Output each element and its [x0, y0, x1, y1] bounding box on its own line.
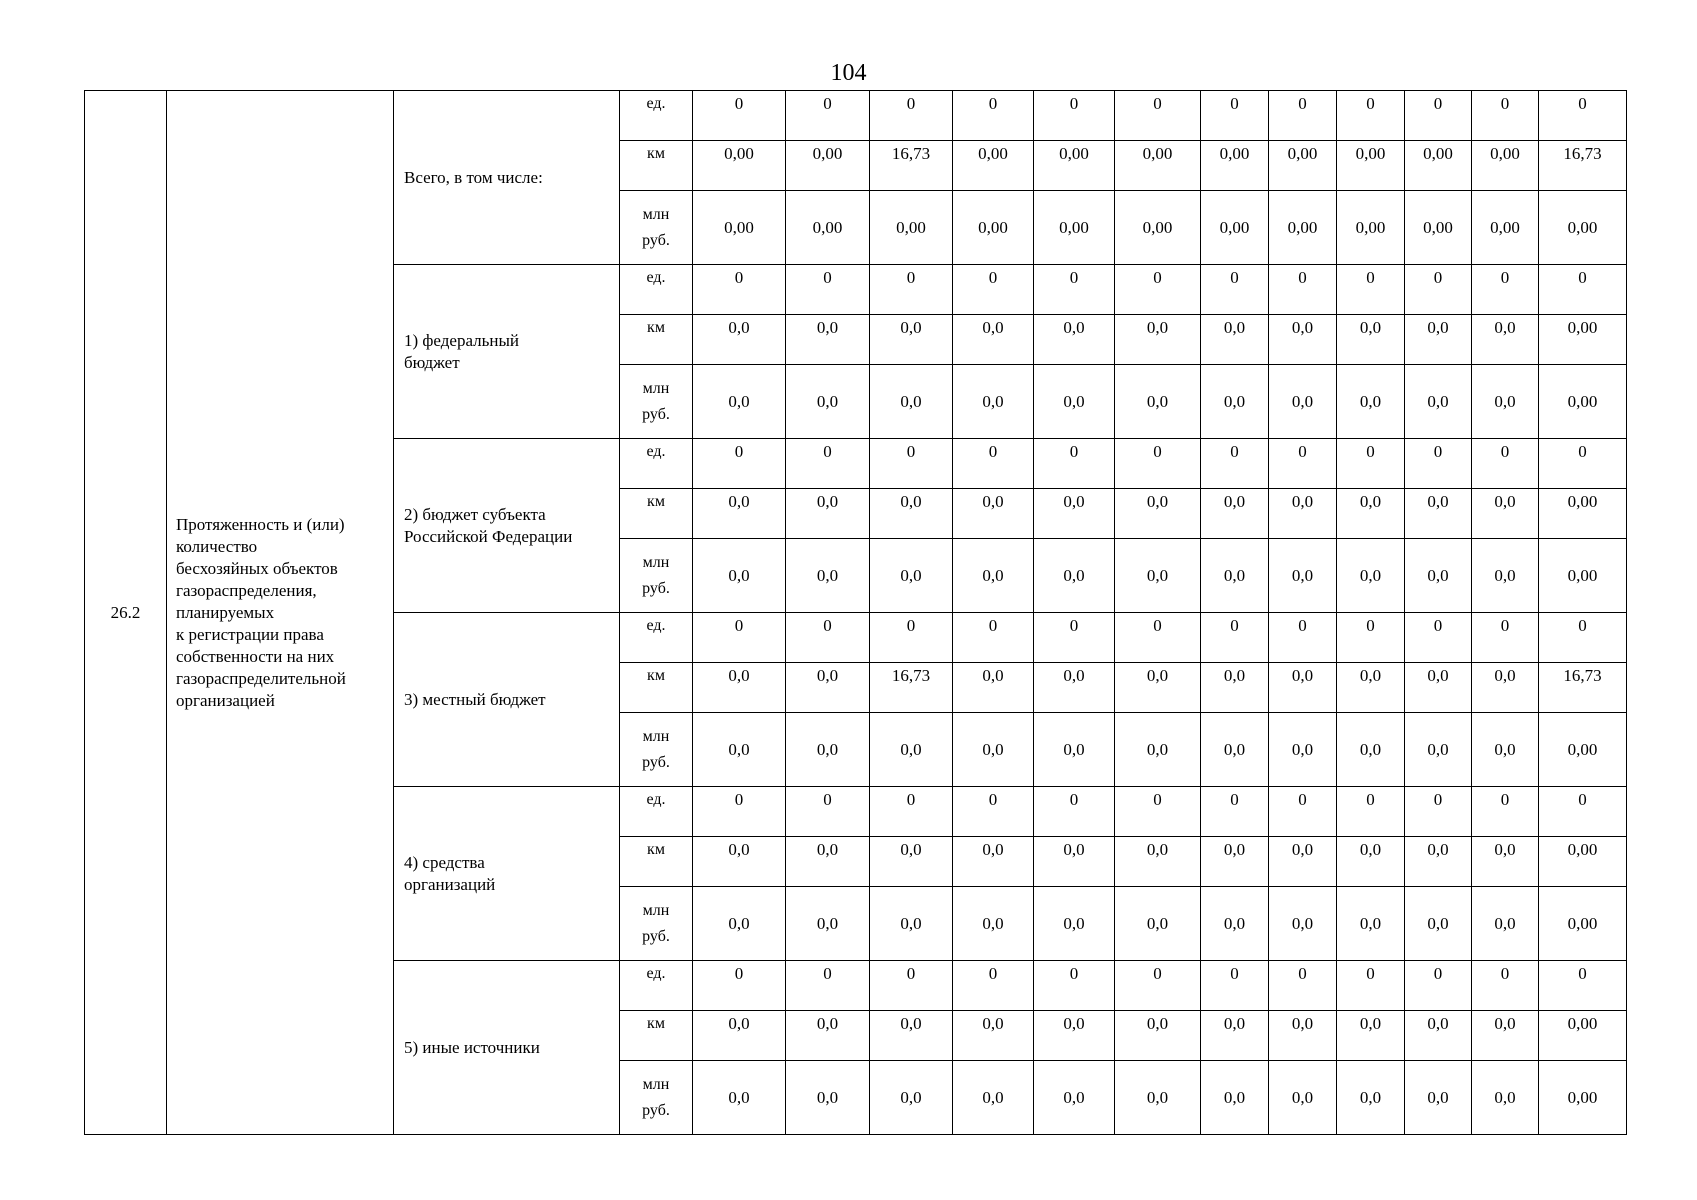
value-cell: 0,0 — [1269, 365, 1337, 439]
unit-label: ед. — [646, 269, 666, 286]
value-cell: 0 — [1539, 91, 1627, 141]
value-cell: 0 — [786, 787, 870, 837]
value-cell: 0,00 — [1201, 191, 1269, 265]
value-cell: 0 — [1269, 787, 1337, 837]
value-cell: 0,00 — [1539, 365, 1627, 439]
funding-source-line: бюджет — [404, 352, 460, 372]
value-cell: 16,73 — [1539, 141, 1627, 191]
value-cell: 0,0 — [1115, 663, 1201, 713]
value-cell: 0,0 — [1034, 663, 1115, 713]
value-cell: 0,0 — [1472, 713, 1539, 787]
unit-cell — [620, 613, 693, 663]
value-cell: 0,0 — [1034, 1011, 1115, 1061]
value-cell: 0,0 — [953, 1061, 1034, 1135]
value-cell: 0,00 — [1539, 539, 1627, 613]
value-cell: 0 — [786, 613, 870, 663]
value-cell: 0,00 — [1472, 141, 1539, 191]
value-cell: 0,0 — [1269, 1011, 1337, 1061]
value-cell: 0,0 — [786, 539, 870, 613]
value-cell: 0,0 — [1405, 887, 1472, 961]
value-cell: 0,00 — [1539, 1061, 1627, 1135]
value-cell: 0,0 — [693, 1061, 786, 1135]
unit-cell — [620, 191, 693, 265]
unit-cell — [620, 141, 693, 191]
value-cell: 0,0 — [1405, 315, 1472, 365]
unit-label: руб. — [642, 753, 670, 771]
unit-label: руб. — [642, 231, 670, 249]
value-cell: 0,00 — [1539, 887, 1627, 961]
value-cell: 0,0 — [1201, 1061, 1269, 1135]
value-cell: 0,0 — [1034, 1061, 1115, 1135]
unit-label: ед. — [646, 443, 666, 460]
unit-cell — [620, 887, 693, 961]
value-cell: 0,0 — [693, 663, 786, 713]
value-cell: 0,0 — [1034, 315, 1115, 365]
value-cell: 0 — [693, 265, 786, 315]
value-cell: 0,0 — [1405, 539, 1472, 613]
row-number-cell — [85, 91, 167, 1135]
unit-label: км — [647, 493, 665, 510]
unit-label: млн — [642, 553, 670, 571]
value-cell: 0,0 — [786, 315, 870, 365]
value-cell: 0,0 — [693, 539, 786, 613]
value-cell: 0 — [1337, 613, 1405, 663]
value-cell: 0,0 — [786, 713, 870, 787]
value-cell: 0,0 — [1405, 489, 1472, 539]
indicator-name-line: планируемых — [176, 602, 275, 622]
value-cell: 0 — [1472, 961, 1539, 1011]
value-cell: 0,0 — [1269, 837, 1337, 887]
value-cell: 0 — [1472, 613, 1539, 663]
value-cell: 0 — [1539, 961, 1627, 1011]
value-cell: 0,0 — [1115, 1011, 1201, 1061]
value-cell: 0,00 — [1539, 1011, 1627, 1061]
value-cell: 0,00 — [1269, 191, 1337, 265]
indicator-name-line: организацией — [176, 690, 275, 710]
value-cell: 0,0 — [1472, 837, 1539, 887]
value-cell: 0 — [693, 439, 786, 489]
page-number: 104 — [830, 60, 867, 86]
funding-source-cell — [394, 613, 620, 787]
value-cell: 0,00 — [693, 141, 786, 191]
value-cell: 0 — [1201, 787, 1269, 837]
value-cell: 0 — [1539, 613, 1627, 663]
value-cell: 0 — [1337, 787, 1405, 837]
value-cell: 0,0 — [953, 489, 1034, 539]
value-cell: 0,0 — [1405, 837, 1472, 887]
indicator-name-line: газораспределения, — [176, 580, 317, 600]
value-cell: 0,0 — [1337, 837, 1405, 887]
table-row — [85, 91, 1627, 141]
value-cell: 0,0 — [870, 489, 953, 539]
value-cell: 0,0 — [1269, 887, 1337, 961]
value-cell: 0 — [953, 613, 1034, 663]
unit-cell — [620, 489, 693, 539]
funding-source-line: 1) федеральный — [404, 330, 519, 350]
value-cell: 0,0 — [1201, 1011, 1269, 1061]
value-cell: 0 — [1405, 961, 1472, 1011]
value-cell: 0,00 — [1115, 191, 1201, 265]
value-cell: 0 — [1539, 265, 1627, 315]
value-cell: 0,0 — [1337, 365, 1405, 439]
value-cell: 0,0 — [786, 1061, 870, 1135]
value-cell: 0,0 — [1034, 489, 1115, 539]
value-cell: 0 — [786, 439, 870, 489]
unit-label: руб. — [642, 1101, 670, 1119]
value-cell: 0,0 — [1269, 663, 1337, 713]
value-cell: 0 — [1472, 787, 1539, 837]
value-cell: 0,0 — [1201, 315, 1269, 365]
unit-label: руб. — [642, 579, 670, 597]
value-cell: 0,0 — [1405, 663, 1472, 713]
value-cell: 0,00 — [1539, 191, 1627, 265]
value-cell: 0,0 — [1115, 713, 1201, 787]
value-cell: 0,0 — [1115, 365, 1201, 439]
value-cell: 0 — [1337, 961, 1405, 1011]
value-cell: 16,73 — [870, 141, 953, 191]
value-cell: 0,00 — [1405, 191, 1472, 265]
value-cell: 0 — [693, 787, 786, 837]
value-cell: 0,0 — [786, 837, 870, 887]
value-cell: 0 — [1201, 265, 1269, 315]
unit-label: ед. — [646, 791, 666, 808]
unit-label: млн — [642, 379, 670, 397]
value-cell: 0,0 — [953, 713, 1034, 787]
value-cell: 0 — [953, 787, 1034, 837]
value-cell: 0,0 — [1201, 837, 1269, 887]
value-cell: 0,00 — [1269, 141, 1337, 191]
value-cell: 0,0 — [1405, 1061, 1472, 1135]
value-cell: 0 — [1115, 91, 1201, 141]
value-cell: 0,0 — [1034, 713, 1115, 787]
value-cell: 0 — [1405, 439, 1472, 489]
unit-label: км — [647, 667, 665, 684]
value-cell: 0,0 — [953, 1011, 1034, 1061]
value-cell: 0 — [693, 961, 786, 1011]
funding-source-line: 4) средства — [404, 852, 485, 872]
funding-source-line: 5) иные источники — [404, 1037, 540, 1057]
value-cell: 0,0 — [1337, 489, 1405, 539]
value-cell: 0,0 — [693, 887, 786, 961]
value-cell: 0,0 — [1115, 315, 1201, 365]
value-cell: 0,0 — [1472, 489, 1539, 539]
value-cell: 0 — [870, 265, 953, 315]
value-cell: 0,0 — [953, 887, 1034, 961]
value-cell: 0 — [1034, 787, 1115, 837]
value-cell: 0,0 — [1115, 489, 1201, 539]
value-cell: 0,0 — [870, 539, 953, 613]
value-cell: 16,73 — [1539, 663, 1627, 713]
value-cell: 0 — [786, 961, 870, 1011]
value-cell: 0,00 — [1337, 141, 1405, 191]
value-cell: 0,0 — [1034, 887, 1115, 961]
funding-source-cell — [394, 961, 620, 1135]
value-cell: 0 — [1115, 787, 1201, 837]
unit-label: млн — [642, 1075, 670, 1093]
value-cell: 0 — [1337, 439, 1405, 489]
value-cell: 0 — [953, 91, 1034, 141]
value-cell: 0,0 — [1115, 887, 1201, 961]
value-cell: 0,0 — [693, 489, 786, 539]
unit-cell — [620, 1011, 693, 1061]
value-cell: 0 — [870, 439, 953, 489]
value-cell: 0,0 — [1201, 713, 1269, 787]
value-cell: 0 — [1201, 91, 1269, 141]
unit-label: млн — [642, 901, 670, 919]
value-cell: 0,0 — [1472, 887, 1539, 961]
value-cell: 0 — [1269, 265, 1337, 315]
value-cell: 0,0 — [1269, 539, 1337, 613]
value-cell: 0 — [1034, 265, 1115, 315]
value-cell: 0,0 — [870, 315, 953, 365]
value-cell: 0 — [1539, 787, 1627, 837]
funding-source-line: Всего, в том числе: — [404, 167, 543, 187]
value-cell: 0 — [1472, 91, 1539, 141]
value-cell: 0 — [1034, 961, 1115, 1011]
value-cell: 0 — [1034, 91, 1115, 141]
value-cell: 0,00 — [786, 191, 870, 265]
value-cell: 0,0 — [1472, 365, 1539, 439]
row-number: 26.2 — [110, 602, 141, 622]
value-cell: 0 — [786, 265, 870, 315]
value-cell: 0,00 — [1337, 191, 1405, 265]
value-cell: 0,0 — [786, 365, 870, 439]
value-cell: 0,0 — [1337, 539, 1405, 613]
indicator-name-line: Протяженность и (или) — [176, 514, 345, 534]
value-cell: 0,00 — [1539, 713, 1627, 787]
value-cell: 0,00 — [1201, 141, 1269, 191]
value-cell: 0 — [1472, 265, 1539, 315]
indicator-name-line: газораспределительной — [176, 668, 346, 688]
unit-cell — [620, 539, 693, 613]
value-cell: 0,0 — [1337, 713, 1405, 787]
value-cell: 0,0 — [870, 887, 953, 961]
value-cell: 0,0 — [1337, 663, 1405, 713]
unit-cell — [620, 91, 693, 141]
value-cell: 0 — [1539, 439, 1627, 489]
value-cell: 0,0 — [1472, 663, 1539, 713]
value-cell: 0,0 — [870, 1061, 953, 1135]
value-cell: 0,00 — [1539, 837, 1627, 887]
value-cell: 0,0 — [786, 887, 870, 961]
unit-cell — [620, 787, 693, 837]
unit-cell — [620, 663, 693, 713]
unit-cell — [620, 713, 693, 787]
value-cell: 0,0 — [1269, 1061, 1337, 1135]
value-cell: 0,00 — [1472, 191, 1539, 265]
value-cell: 0,00 — [786, 141, 870, 191]
value-cell: 0,00 — [870, 191, 953, 265]
value-cell: 0,0 — [786, 489, 870, 539]
value-cell: 0 — [1115, 961, 1201, 1011]
value-cell: 0 — [1034, 439, 1115, 489]
value-cell: 0 — [693, 91, 786, 141]
value-cell: 0 — [1405, 265, 1472, 315]
value-cell: 0 — [1201, 439, 1269, 489]
value-cell: 0,00 — [953, 141, 1034, 191]
value-cell: 0,0 — [1472, 1011, 1539, 1061]
value-cell: 0,0 — [1337, 887, 1405, 961]
funding-source-cell — [394, 265, 620, 439]
value-cell: 0,0 — [870, 1011, 953, 1061]
value-cell: 0 — [786, 91, 870, 141]
value-cell: 0 — [870, 91, 953, 141]
indicator-name-line: количество — [176, 536, 258, 556]
funding-source-line: Российской Федерации — [404, 526, 573, 546]
value-cell: 0 — [1269, 613, 1337, 663]
value-cell: 0 — [1337, 265, 1405, 315]
value-cell: 0,0 — [1337, 315, 1405, 365]
value-cell: 0,0 — [1201, 887, 1269, 961]
value-cell: 0 — [1472, 439, 1539, 489]
value-cell: 0,0 — [1269, 315, 1337, 365]
value-cell: 0,0 — [1472, 1061, 1539, 1135]
value-cell: 0,0 — [1337, 1061, 1405, 1135]
value-cell: 0,0 — [693, 837, 786, 887]
value-cell: 0 — [870, 961, 953, 1011]
value-cell: 0,0 — [786, 663, 870, 713]
unit-cell — [620, 1061, 693, 1135]
value-cell: 0,0 — [1115, 539, 1201, 613]
value-cell: 0 — [1201, 961, 1269, 1011]
unit-label: млн — [642, 727, 670, 745]
value-cell: 0,0 — [1115, 1061, 1201, 1135]
value-cell: 0,00 — [1539, 489, 1627, 539]
value-cell: 0,0 — [1269, 713, 1337, 787]
value-cell: 0,0 — [1034, 539, 1115, 613]
value-cell: 0,0 — [870, 713, 953, 787]
value-cell: 0,00 — [953, 191, 1034, 265]
value-cell: 0,0 — [1034, 365, 1115, 439]
unit-label: км — [647, 841, 665, 858]
unit-label: ед. — [646, 95, 666, 112]
indicator-name-line: бесхозяйных объектов — [176, 558, 338, 578]
funding-source-line: организаций — [404, 874, 496, 894]
value-cell: 0 — [693, 613, 786, 663]
unit-cell — [620, 265, 693, 315]
value-cell: 0,0 — [953, 837, 1034, 887]
value-cell: 0 — [1269, 91, 1337, 141]
value-cell: 0,00 — [1034, 141, 1115, 191]
funding-source-line: 3) местный бюджет — [404, 689, 546, 709]
funding-source-cell — [394, 91, 620, 265]
indicator-table — [84, 90, 1627, 1135]
unit-label: ед. — [646, 965, 666, 982]
value-cell: 0 — [1405, 613, 1472, 663]
value-cell: 0 — [1034, 613, 1115, 663]
value-cell: 0 — [1115, 613, 1201, 663]
value-cell: 0,0 — [953, 315, 1034, 365]
value-cell: 0,0 — [1405, 1011, 1472, 1061]
unit-cell — [620, 439, 693, 489]
value-cell: 0,0 — [1472, 539, 1539, 613]
unit-label: км — [647, 1015, 665, 1032]
value-cell: 0,0 — [870, 837, 953, 887]
unit-label: км — [647, 145, 665, 162]
value-cell: 0 — [953, 265, 1034, 315]
value-cell: 0,0 — [953, 365, 1034, 439]
value-cell: 0 — [953, 961, 1034, 1011]
value-cell: 0 — [1115, 265, 1201, 315]
value-cell: 0 — [1405, 787, 1472, 837]
unit-label: руб. — [642, 405, 670, 423]
unit-cell — [620, 961, 693, 1011]
value-cell: 0,0 — [1405, 365, 1472, 439]
unit-label: млн — [642, 205, 670, 223]
unit-label: руб. — [642, 927, 670, 945]
value-cell: 0,0 — [953, 663, 1034, 713]
value-cell: 0 — [1269, 439, 1337, 489]
value-cell: 0,0 — [1337, 1011, 1405, 1061]
funding-source-cell — [394, 439, 620, 613]
value-cell: 0,0 — [1201, 663, 1269, 713]
value-cell: 0,0 — [1034, 837, 1115, 887]
value-cell: 0 — [1405, 91, 1472, 141]
value-cell: 16,73 — [870, 663, 953, 713]
value-cell: 0,0 — [953, 539, 1034, 613]
indicator-name-line: собственности на них — [176, 646, 335, 666]
value-cell: 0,00 — [1034, 191, 1115, 265]
unit-cell — [620, 837, 693, 887]
unit-cell — [620, 365, 693, 439]
value-cell: 0,0 — [786, 1011, 870, 1061]
value-cell: 0,00 — [1539, 315, 1627, 365]
value-cell: 0,0 — [693, 713, 786, 787]
value-cell: 0,0 — [1269, 489, 1337, 539]
funding-source-line: 2) бюджет субъекта — [404, 504, 546, 524]
value-cell: 0 — [1115, 439, 1201, 489]
value-cell: 0 — [1337, 91, 1405, 141]
value-cell: 0,0 — [1201, 489, 1269, 539]
value-cell: 0,0 — [693, 315, 786, 365]
value-cell: 0 — [1201, 613, 1269, 663]
indicator-name-line: к регистрации права — [176, 624, 324, 644]
value-cell: 0 — [953, 439, 1034, 489]
value-cell: 0,0 — [1405, 713, 1472, 787]
value-cell: 0 — [870, 613, 953, 663]
indicator-name-cell — [167, 91, 394, 1135]
value-cell: 0,00 — [1115, 141, 1201, 191]
value-cell: 0,0 — [1201, 365, 1269, 439]
unit-label: км — [647, 319, 665, 336]
unit-label: ед. — [646, 617, 666, 634]
value-cell: 0,00 — [1405, 141, 1472, 191]
value-cell: 0,0 — [693, 1011, 786, 1061]
value-cell: 0,0 — [1472, 315, 1539, 365]
value-cell: 0,00 — [693, 191, 786, 265]
value-cell: 0,0 — [693, 365, 786, 439]
value-cell: 0,0 — [1201, 539, 1269, 613]
value-cell: 0,0 — [870, 365, 953, 439]
value-cell: 0 — [1269, 961, 1337, 1011]
value-cell: 0 — [870, 787, 953, 837]
funding-source-cell — [394, 787, 620, 961]
value-cell: 0,0 — [1115, 837, 1201, 887]
unit-cell — [620, 315, 693, 365]
